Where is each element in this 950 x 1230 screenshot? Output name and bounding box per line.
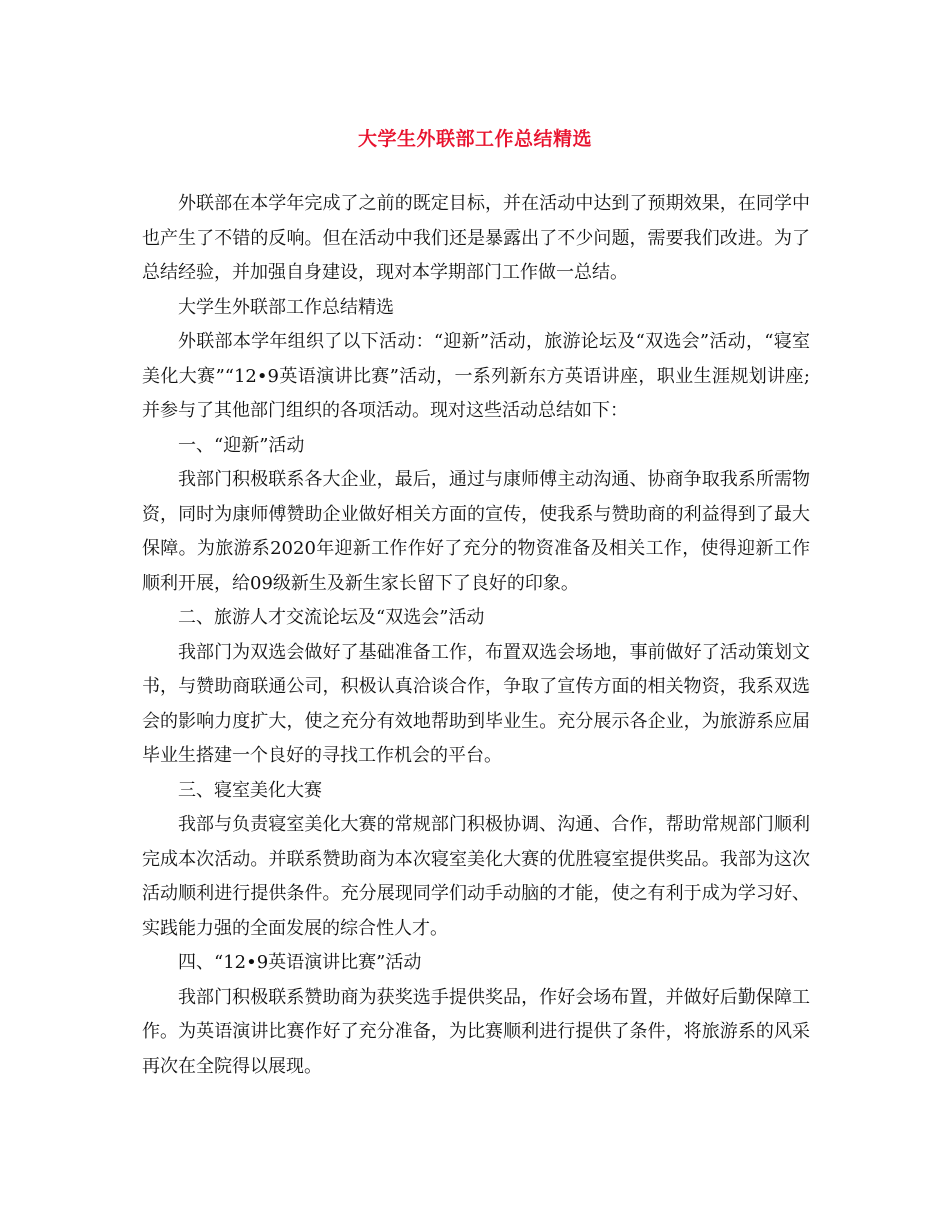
paragraph-section-4: 我部门积极联系赞助商为获奖选手提供奖品，作好会场布置，并做好后勤保障工作。为英语演讲比赛作好了充分准备，为比赛顺利进行提供了条件，将旅游系的风采再次在全院得以展现。 [142,986,810,1077]
section-heading-4: 四、“12•9英语演讲比赛”活动 [178,952,422,973]
paragraph-section-1: 我部门积极联系各大企业，最后，通过与康师傅主动沟通、协商争取我系所需物资，同时为康师傅赞助企业做好相关方面的宣传，使我系与赞助商的利益得到了最大保障。为旅游系2020年迎新工作作好了充分的物资准备及相关工作，使得迎新工作顺利开展，给09级新生及新生家长留下了良好的印象。 [142,469,810,594]
paragraph-activities-overview: 外联部本学年组织了以下活动：“迎新”活动，旅游论坛及“双选会”活动，“寝室美化大赛”“12•9英语演讲比赛”活动，一系列新东方英语讲座，职业生涯规划讲座;并参与了其他部门组织的各项活动。现对这些活动总结如下： [142,331,810,421]
section-heading-1: 一、“迎新”活动 [178,434,305,456]
paragraph-subtitle: 大学生外联部工作总结精选 [178,296,394,318]
section-heading-2: 二、旅游人才交流论坛及“双选会”活动 [178,607,485,628]
paragraph-section-3: 我部与负责寝室美化大赛的常规部门积极协调、沟通、合作，帮助常规部门顺利完成本次活动。并联系赞助商为本次寝室美化大赛的优胜寝室提供奖品。我部为这次活动顺利进行提供条件。充分展现同学们动手动脑的才能，使之有利于成为学习好、实践能力强的全面发展的综合性人才。 [142,814,810,939]
document-body [142,187,810,1084]
paragraph-section-2: 我部门为双选会做好了基础准备工作，布置双选会场地，事前做好了活动策划文书，与赞助商联通公司，积极认真洽谈合作，争取了宣传方面的相关物资，我系双选会的影响力度扩大，使之充分有效地帮助到毕业生。充分展示各企业，为旅游系应届毕业生搭建一个良好的寻找工作机会的平台。 [142,641,810,766]
paragraph-intro: 外联部在本学年完成了之前的既定目标，并在活动中达到了预期效果，在同学中也产生了不错的反响。但在活动中我们还是暴露出了不少问题，需要我们改进。为了总结经验，并加强自身建设，现对本学期部门工作做一总结。 [142,193,810,283]
document-title: 大学生外联部工作总结精选 [357,128,592,150]
section-heading-3: 三、寝室美化大赛 [178,779,322,801]
